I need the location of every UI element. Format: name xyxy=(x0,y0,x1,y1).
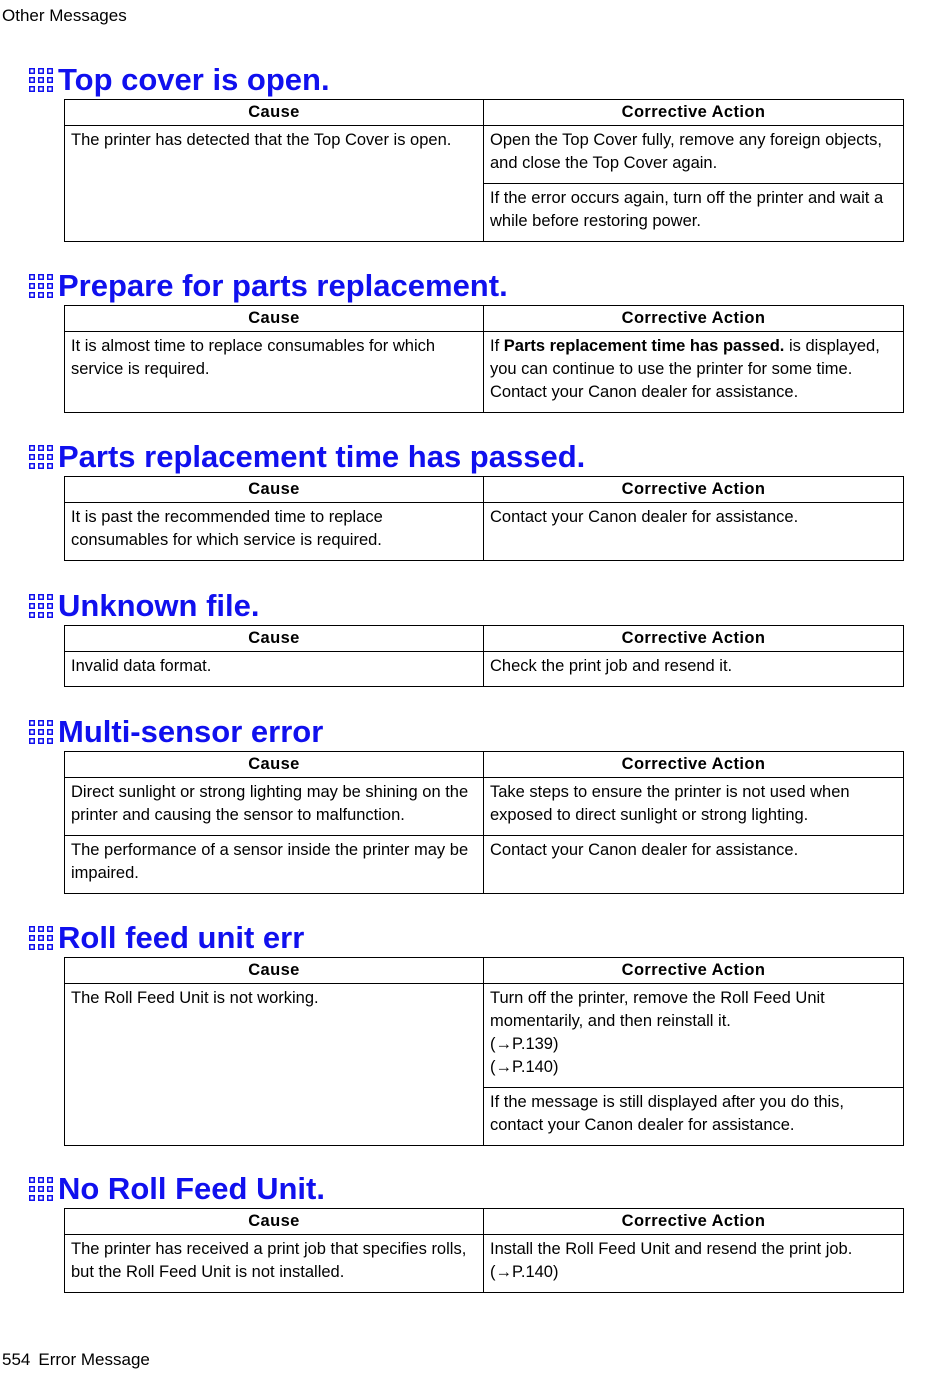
section-title: Roll feed unit err xyxy=(58,920,305,955)
action-text: Turn off the printer, remove the Roll Feed Unit momentarily, and then reinstall it. xyxy=(490,989,825,1030)
cause-cell: Direct sunlight or strong lighting may be shining on the printer and causing the sensor to malfunction. xyxy=(65,778,484,836)
action-header: Corrective Action xyxy=(484,1209,904,1235)
section-prepare-parts-replacement xyxy=(28,267,903,413)
cause-cell: The Roll Feed Unit is not working. xyxy=(65,984,484,1146)
section-title: Parts replacement time has passed. xyxy=(58,439,586,474)
section-heading xyxy=(28,1170,903,1208)
cause-header: Cause xyxy=(65,958,484,984)
action-cell xyxy=(484,1235,904,1293)
page-reference-link[interactable]: (→P.140) xyxy=(490,1058,559,1076)
action-cell: Contact your Canon dealer for assistance. xyxy=(484,503,904,561)
cause-action-table xyxy=(64,305,904,413)
grid-bullet-icon xyxy=(28,925,54,951)
cause-cell: It is past the recommended time to replace consumables for which service is required. xyxy=(65,503,484,561)
section-title: Prepare for parts replacement. xyxy=(58,268,508,303)
grid-bullet-icon xyxy=(28,1176,54,1202)
cause-header: Cause xyxy=(65,306,484,332)
cause-action-table xyxy=(64,957,904,1146)
action-cell: Check the print job and resend it. xyxy=(484,652,904,687)
action-cell: Take steps to ensure the printer is not used when exposed to direct sunlight or strong lighting. xyxy=(484,778,904,836)
grid-bullet-icon xyxy=(28,273,54,299)
cause-cell: Invalid data format. xyxy=(65,652,484,687)
page-footer xyxy=(2,1350,150,1370)
action-text-suffix: is displayed, you can continue to use the printer for some time. Contact your Canon dealer for assistance. xyxy=(490,337,880,401)
section-unknown-file xyxy=(28,587,903,687)
cause-header: Cause xyxy=(65,477,484,503)
section-top-cover-open xyxy=(28,61,903,242)
cause-cell: The performance of a sensor inside the printer may be impaired. xyxy=(65,836,484,894)
cause-header: Cause xyxy=(65,1209,484,1235)
section-no-roll-feed-unit xyxy=(28,1170,903,1293)
cause-action-table xyxy=(64,751,904,894)
cause-action-table xyxy=(64,625,904,687)
page-reference-link[interactable]: (→P.139) xyxy=(490,1035,559,1053)
section-parts-replacement-passed xyxy=(28,438,903,561)
grid-bullet-icon xyxy=(28,719,54,745)
section-heading xyxy=(28,267,903,305)
section-title: Unknown file. xyxy=(58,588,260,623)
cause-cell: The printer has detected that the Top Cover is open. xyxy=(65,126,484,242)
action-cell: If the error occurs again, turn off the printer and wait a while before restoring power. xyxy=(484,184,904,242)
cause-action-table xyxy=(64,1208,904,1293)
action-cell xyxy=(484,332,904,413)
section-heading xyxy=(28,587,903,625)
cause-header: Cause xyxy=(65,626,484,652)
cause-header: Cause xyxy=(65,100,484,126)
action-header: Corrective Action xyxy=(484,626,904,652)
section-title: Top cover is open. xyxy=(58,62,330,97)
action-cell xyxy=(484,984,904,1088)
section-roll-feed-unit-err xyxy=(28,919,903,1146)
action-cell: Open the Top Cover fully, remove any foreign objects, and close the Top Cover again. xyxy=(484,126,904,184)
message-name-bold: Parts replacement time has passed. xyxy=(503,337,785,355)
action-text: Install the Roll Feed Unit and resend the print job. xyxy=(490,1240,853,1258)
section-multi-sensor-error xyxy=(28,713,903,894)
cause-action-table xyxy=(64,476,904,561)
action-cell: Contact your Canon dealer for assistance. xyxy=(484,836,904,894)
action-text-prefix: If xyxy=(490,337,504,355)
cause-cell: The printer has received a print job that specifies rolls, but the Roll Feed Unit is not installed. xyxy=(65,1235,484,1293)
action-header: Corrective Action xyxy=(484,752,904,778)
cause-action-table xyxy=(64,99,904,242)
section-title: Multi-sensor error xyxy=(58,714,324,749)
action-cell: If the message is still displayed after you do this, contact your Canon dealer for assistance. xyxy=(484,1088,904,1146)
page-number: 554 xyxy=(2,1350,31,1369)
section-heading xyxy=(28,438,903,476)
action-header: Corrective Action xyxy=(484,477,904,503)
section-heading xyxy=(28,61,903,99)
running-header: Other Messages xyxy=(2,6,127,25)
cause-cell: It is almost time to replace consumables for which service is required. xyxy=(65,332,484,413)
cause-header: Cause xyxy=(65,752,484,778)
section-title: No Roll Feed Unit. xyxy=(58,1171,325,1206)
grid-bullet-icon xyxy=(28,444,54,470)
action-header: Corrective Action xyxy=(484,958,904,984)
action-header: Corrective Action xyxy=(484,306,904,332)
page-reference-link[interactable]: (→P.140) xyxy=(490,1263,559,1281)
grid-bullet-icon xyxy=(28,67,54,93)
action-header: Corrective Action xyxy=(484,100,904,126)
section-heading xyxy=(28,713,903,751)
footer-section-name: Error Message xyxy=(38,1350,150,1369)
section-heading xyxy=(28,919,903,957)
grid-bullet-icon xyxy=(28,593,54,619)
